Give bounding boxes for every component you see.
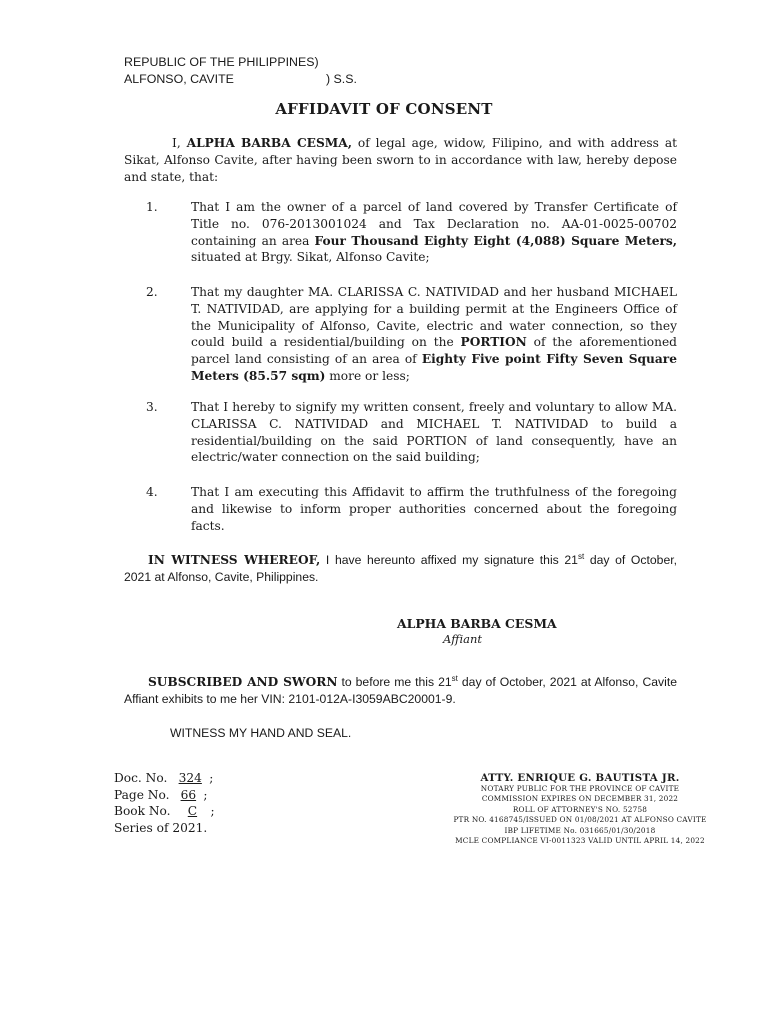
affiant-name: ALPHA BARBA CESMA — [397, 616, 557, 631]
notary-line-5: IBP LIFETIME No. 031665/01/30/2018 — [504, 825, 656, 835]
item-bold-area: Four Thousand Eighty Eight (4,088) Square Meters, — [314, 233, 677, 248]
intro-pre: I, — [172, 136, 187, 150]
witness-hand-seal: WITNESS MY HAND AND SEAL. — [170, 726, 352, 740]
item-number: 1. — [146, 200, 158, 214]
notary-line-6: MCLE COMPLIANCE VI-0011323 VALID UNTIL APRIL 14, 2022 — [455, 836, 705, 846]
item-number: 4. — [146, 485, 158, 499]
notary-line-1: NOTARY PUBLIC FOR THE PROVINCE OF CAVITE — [480, 784, 680, 793]
item-text-part: situated at Brgy. Sikat, Alfonso Cavite; — [191, 250, 430, 265]
notarial-register-block — [114, 770, 215, 836]
page-no-row: Page No. 66 ; — [114, 787, 208, 802]
page-no-label: Page No. — [114, 787, 170, 802]
jurat-pre: to before me this 21 — [337, 675, 452, 689]
item-text — [191, 199, 677, 266]
jurat-post: day of October, 2021 at Alfonso, Cavite Affiant exhibits to me her VIN: 2101-012A-I3059ABC20001-9. — [124, 675, 677, 706]
affiant-label: Affiant — [443, 632, 483, 646]
item-text-part: more or less; — [325, 368, 410, 383]
doc-no-label: Doc. No. — [114, 771, 168, 785]
book-no-row: Book No. C ; — [114, 804, 215, 819]
jurat-paragraph — [124, 674, 677, 708]
doc-no-row: Doc. No. 324 ; — [114, 771, 214, 785]
venue-line-1: REPUBLIC OF THE PHILIPPINES) — [124, 55, 319, 69]
item-text-part: of the aforementioned parcel land consisting of an area of — [191, 335, 677, 367]
document-title: AFFIDAVIT OF CONSENT — [275, 100, 493, 118]
item-text-part: That I am the owner of a parcel of land covered by Transfer Certificate of Title no. 076-2013001024 and Tax Declaration no. AA-01-0025-00702 containing an area — [191, 200, 677, 248]
affiant-name-inline: ALPHA BARBA CESMA, — [186, 136, 352, 150]
witness-pre: I have hereunto affixed my signature this 21 — [320, 553, 578, 567]
witness-paragraph — [124, 552, 677, 586]
notary-name: ATTY. ENRIQUE G. BAUTISTA JR. — [480, 772, 680, 784]
witness-bold: IN WITNESS WHEREOF, — [148, 553, 321, 567]
venue-ss: ) S.S. — [325, 72, 357, 86]
venue-block — [124, 54, 357, 88]
book-no-value: C — [187, 804, 198, 819]
book-no-label: Book No. — [114, 804, 171, 819]
intro-paragraph — [124, 135, 677, 185]
notary-line-4: PTR NO. 4168745/ISSUED ON 01/08/2021 AT ALFONSO CAVITE — [453, 815, 707, 825]
item-number: 2. — [146, 285, 158, 299]
item-text — [191, 284, 677, 385]
series-row: Series of 2021. — [114, 820, 208, 835]
intro-post: of legal age, widow, Filipino, and with address at Sikat, Alfonso Cavite, after having been sworn to in accordance with law, hereby depose and state, that: — [124, 136, 678, 184]
item-bold-area: Eighty Five point Fifty Seven Square Meters (85.57 sqm) — [191, 352, 677, 383]
notary-block — [380, 772, 768, 846]
venue-line-2 — [124, 71, 357, 88]
witness-post: day of October, 2021 at Alfonso, Cavite, Philippines. — [124, 553, 678, 584]
item-text: That I am executing this Affidavit to affirm the truthfulness of the foregoing and likewise to inform proper authorities concerned about the foregoing facts. — [191, 485, 677, 533]
venue-place: ALFONSO, CAVITE — [124, 72, 234, 86]
item-text: That I hereby to signify my written consent, freely and voluntary to allow MA. CLARISSA C. NATIVIDAD and MICHAEL T. NATIVIDAD to build a residential/building on the said PORTION of land consequently, have an electric/water connection on the said building; — [191, 400, 677, 465]
item-text-part: That my daughter MA. CLARISSA C. NATIVIDAD and her husband MICHAEL T. NATIVIDAD, are applying for a building permit at the Engineers Office of the Municipality of Alfonso, Cavite, electric and water connection, so they could build a residential/building on the — [191, 285, 677, 350]
witness-sup: st — [577, 551, 585, 561]
item-number: 3. — [146, 400, 158, 414]
notary-line-3: ROLL OF ATTORNEY'S NO. 52758 — [512, 804, 648, 814]
doc-no-value: 324 — [178, 771, 202, 785]
page-no-value: 66 — [180, 787, 197, 802]
item-bold-portion: PORTION — [460, 335, 527, 350]
notary-line-2: COMMISSION EXPIRES ON DECEMBER 31, 2022 — [481, 794, 679, 804]
jurat-bold: SUBSCRIBED AND SWORN — [148, 675, 338, 689]
jurat-sup: st — [451, 673, 458, 683]
